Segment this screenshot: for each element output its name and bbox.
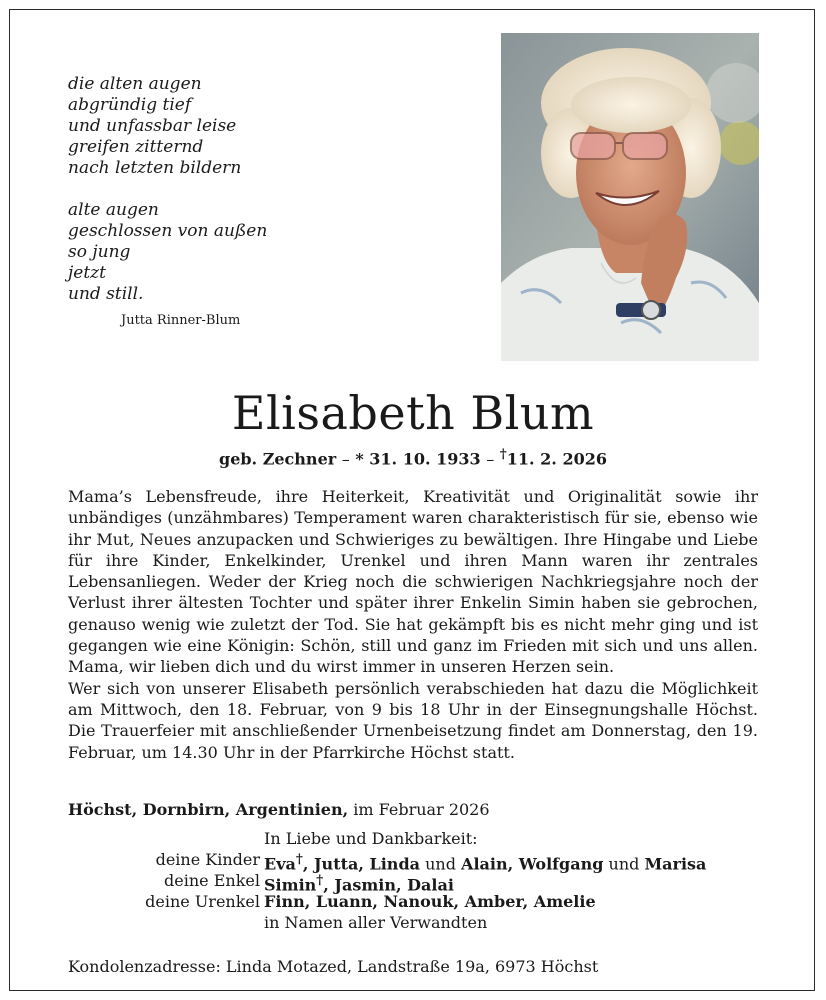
family-row: [0, 870, 826, 895]
conjunction: und: [603, 854, 645, 874]
condolence-address: Kondolenzadresse: Linda Motazed, Landstraße 19a, 6973 Höchst: [68, 957, 599, 976]
portrait-photo: [501, 33, 759, 361]
poem-line: greifen zitternd: [68, 137, 204, 157]
kinder-label: deine Kinder: [155, 850, 260, 869]
deceased-name: Elisabeth Blum: [231, 386, 595, 440]
text-paragraph: Wer sich von unserer Elisabeth persönlich verabschieden hat dazu die Möglichkeit am Mittwoch, den 18. Februar, von 9 bis 18 Uhr in der Einsegnungshalle Höchst. Die Trauerfeier mit anschließender Urnenbeisetzung findet am Donnerstag, den 19. Februar, um 14.30 Uhr in der Pfarrkirche Höchst statt.: [68, 678, 758, 762]
poem-line: so jung: [68, 242, 131, 262]
name: Marisa: [644, 854, 707, 874]
name: Finn, Luann, Nanouk, Amber, Amelie: [264, 892, 596, 911]
poem-line: abgründig tief: [68, 95, 192, 115]
urenkel-names: [264, 891, 596, 912]
dagger-symbol: †: [316, 872, 324, 888]
name: Simin: [264, 875, 317, 895]
dagger-symbol: †: [295, 851, 303, 867]
poem: [68, 74, 267, 326]
poem-line: alte augen: [68, 200, 159, 220]
name: Eva: [264, 854, 296, 874]
poem-line: nach letzten bildern: [68, 158, 242, 178]
urenkel-label: deine Urenkel: [145, 892, 260, 911]
portrait-illustration: [501, 33, 759, 361]
name: Alain, Wolfgang: [461, 854, 604, 874]
family-intro: In Liebe und Dankbarkeit:: [264, 829, 478, 848]
enkel-label: deine Enkel: [164, 871, 260, 890]
poem-line: und unfassbar leise: [68, 116, 237, 136]
death-date: 11. 2. 2026: [506, 449, 607, 469]
poem-stanza-1: [68, 74, 267, 179]
poem-line: und still.: [68, 284, 144, 304]
family-list: [0, 828, 826, 933]
maiden-name: geb. Zechner: [219, 449, 337, 469]
poem-line: geschlossen von außen: [68, 221, 268, 241]
date-separator: –: [486, 449, 495, 469]
poem-line: jetzt: [68, 263, 106, 283]
place-date-line: [68, 800, 490, 819]
life-dates: [0, 446, 826, 468]
family-row: [0, 828, 826, 849]
conjunction: und: [420, 854, 462, 874]
obituary-text: [68, 486, 758, 763]
family-row: [0, 849, 826, 874]
name: , Jutta, Linda: [302, 854, 420, 874]
date-separator: –: [341, 449, 350, 469]
name: , Jasmin, Dalai: [323, 875, 454, 895]
death-symbol: †: [499, 446, 507, 462]
birth-date: 31. 10. 1933: [369, 449, 481, 469]
poem-author: Jutta Rinner-Blum: [121, 313, 241, 328]
date-text: im Februar 2026: [353, 800, 490, 819]
text-paragraph: Mama’s Lebensfreude, ihre Heiterkeit, Kreativität und Originalität sowie ihr unbändiges (unzähmbares) Temperament waren charakteristisch für sie, ebenso wie ihr Mut, Neues anzupacken und Schwieriges zu bewältigen. Ihre Hingabe und Liebe für ihre Kinder, Enkelkinder, Urenkel und ihren Mann waren ihr zentrales Lebensanliegen. Weder der Krieg noch die schwierigen Nachkriegsjahre noch der Verlust ihrer ältesten Tochter und später ihrer Enkelin Simin haben sie gebrochen, genauso wenig wie zuletzt der Tod. Sie hat gekämpft bis es nicht mehr ging und ist gegangen wie eine Königin: Schön, still und ganz im Frieden mit sich und uns allen. Mama, wir lieben dich und du wirst immer in unseren Herzen sein.: [68, 487, 758, 677]
family-outro: in Namen aller Verwandten: [264, 913, 488, 932]
family-row: [0, 912, 826, 933]
locations: Höchst, Dornbirn, Argentinien,: [68, 800, 349, 819]
poem-line: die alten augen: [68, 74, 202, 94]
family-row: [0, 891, 826, 912]
birth-symbol: *: [355, 449, 364, 469]
poem-stanza-2: [68, 200, 267, 305]
